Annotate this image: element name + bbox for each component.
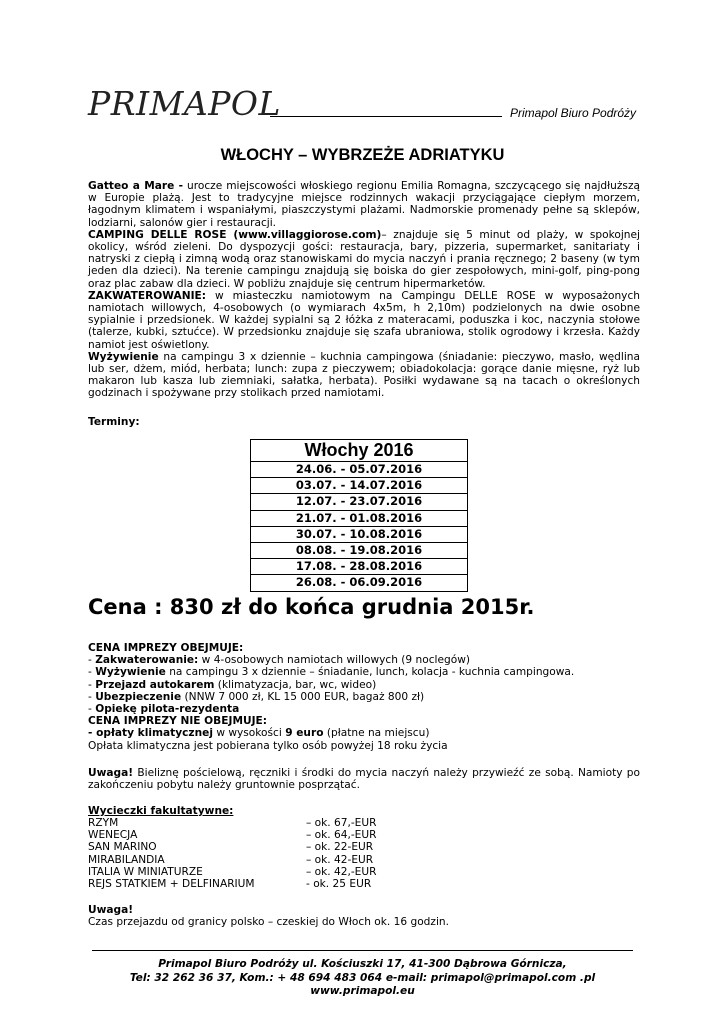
footer-contact: Tel: 32 262 36 37, Kom.: + 48 694 483 064 e-mail: primapol@primapol.com .pl xyxy=(129,971,596,984)
notice-text: Bieliznę pościelową, ręczniki i środki do mycia naczyń należy przywieźć ze sobą. Namioty po zakończeniu pobytu należy gruntownie posprzątać. xyxy=(88,767,640,792)
date-row: 12.07. - 23.07.2016 xyxy=(251,494,467,510)
footer-address: Primapol Biuro Podróży ul. Kościuszki 17, 41-300 Dąbrowa Górnicza, xyxy=(158,958,567,970)
lodging-label: ZAKWATEROWANIE: xyxy=(88,289,206,302)
notice2-label: Uwaga! xyxy=(88,904,134,916)
list-item: SAN MARINO – ok. 22-EUR xyxy=(88,841,374,854)
includes-heading: CENA IMPREZY OBEJMUJE: xyxy=(88,642,244,654)
list-item: ITALIA W MINIATURZE – ok. 42,-EUR xyxy=(88,865,377,878)
notice2-text: Czas przejazdu od granicy polsko – czeskiej do Włoch ok. 16 godzin. xyxy=(88,916,449,929)
include-text: (klimatyzacja, bar, wc, wideo) xyxy=(214,678,377,691)
excursions-heading: Wycieczki fakultatywne: xyxy=(88,805,234,817)
page-title: WŁOCHY – WYBRZEŻE ADRIATYKU xyxy=(220,146,505,164)
climate-fee-amount: 9 euro xyxy=(285,727,324,740)
notice-paragraph xyxy=(88,767,640,791)
price-heading: Cena : 830 zł do końca grudnia 2015r. xyxy=(88,595,535,619)
excludes-heading: CENA IMPREZY NIE OBEJMUJE: xyxy=(88,715,267,728)
footer-divider xyxy=(92,950,633,951)
climate-fee-label: - opłaty klimatycznej xyxy=(88,727,213,740)
include-label: Zakwaterowanie: xyxy=(95,654,199,667)
excursions-list xyxy=(88,817,418,890)
price-includes: CENA IMPREZY OBEJMUJE: - Zakwaterowanie: w 4-osobowych namiotach willowych (9 noclegów) - Wyżywienie na campingu 3 x dziennie – śniadanie, lunch, kolacja - kuchnia campingowa. - Przejazd autokarem (klimatyzacja, bar, wc, wideo) - Ubezpieczenie (NNW 7 000 zł, KL 15 000 EUR, bagaż 800 zł) - Opiekę pilota-rezydenta CENA IMPREZY NIE OBEJMUJE: - opłaty klimatycznej w wysokości 9 euro (płatne na miejscu) Opłata klimatyczna jest pobierana tylko osób powyżej 18 roku życia xyxy=(88,642,575,752)
include-label: Opiekę pilota-rezydenta xyxy=(95,703,240,716)
include-label: Ubezpieczenie xyxy=(95,690,182,703)
date-row: 21.07. - 01.08.2016 xyxy=(251,511,467,527)
lodging-description: w miasteczku namiotowym na Campingu DELLE ROSE w wyposażonych namiotach willowych, 4-osobowych (o wymiarach 4x5m, h 2,10m) podzielonych na dwie osobne sypialnie i przedsionek. W każdej sypialni są 2 łóżka z materacami, poduszka i koc, naczynia stołowe (talerze, kubki, sztućce). W przedsionku znajduje się szafa ubraniowa, stolik ogrodowy i krzesła. Każdy namiot jest oświetlony. xyxy=(88,289,640,351)
list-item: WENECJA – ok. 64,-EUR xyxy=(88,829,377,842)
food-description: na campingu 3 x dziennie – kuchnia campingowa (śniadanie: pieczywo, masło, wędlina lub ser, dżem, miód, herbata; lunch: zupa z pieczywem; obiadokolacja: gorące danie mięsne, ryż lub makaron lub kasza lub ziemniaki, sałatka, herbata). Posiłki wydawane są na tacach o określonych godzinach i spożywane przy stolikach przed namiotami. xyxy=(88,350,640,400)
list-item: RZYM – ok. 67,-EUR xyxy=(88,817,377,829)
date-row: 30.07. - 10.08.2016 xyxy=(251,527,467,543)
date-row: 24.06. - 05.07.2016 xyxy=(251,462,467,478)
food-label: Wyżywienie xyxy=(88,350,159,363)
list-item: MIRABILANDIA – ok. 42-EUR xyxy=(88,853,374,866)
dates-table xyxy=(250,439,468,592)
dates-table-header: Włochy 2016 xyxy=(251,440,467,462)
date-row: 08.08. - 19.08.2016 xyxy=(251,543,467,559)
date-row: 17.08. - 28.08.2016 xyxy=(251,559,467,575)
camping-name: CAMPING DELLE ROSE (www.villaggiorose.com) xyxy=(88,228,382,241)
footer xyxy=(0,958,725,999)
footer-website[interactable]: www.primapol.eu xyxy=(310,985,415,998)
include-label: Wyżywienie xyxy=(95,666,166,679)
header-divider xyxy=(270,116,502,117)
travel-time-notice xyxy=(88,904,640,928)
place-name: Gatteo a Mare - xyxy=(88,180,184,192)
company-logo: PRIMAPOL xyxy=(88,84,281,123)
notice-label: Uwaga! xyxy=(88,767,134,779)
date-row: 03.07. - 14.07.2016 xyxy=(251,478,467,494)
terms-label: Terminy: xyxy=(88,416,140,428)
date-row: 26.08. - 06.09.2016 xyxy=(295,575,423,590)
include-label: Przejazd autokarem xyxy=(95,678,215,691)
camping-description: – znajduje się 5 minut od plaży, w spokojnej okolicy, wśród zieleni. Do dyspozycji gości: restauracja, bary, pizzeria, supermarket, sanitariaty i natryski z ciepłą i zimną wodą oraz stanowiskami do mycia naczyń i prania ręcznego; 2 baseny (w tym jeden dla dzieci). Na terenie campingu znajdują się boiska do gier zespołowych, mini-golf, ping-pong oraz plac zabaw dla dzieci. W pobliżu znajduje się centrum hipermarketów. xyxy=(88,228,640,290)
climate-fee-note: Opłata klimatyczna jest pobierana tylko osób powyżej 18 roku życia xyxy=(88,739,448,752)
include-text: na campingu 3 x dziennie – śniadanie, lunch, kolacja - kuchnia campingowa. xyxy=(165,666,575,679)
include-text: (NNW 7 000 zł, KL 15 000 EUR, bagaż 800 zł) xyxy=(181,690,425,703)
header-tagline: Primapol Biuro Podróży xyxy=(510,106,637,120)
place-description: urocze miejscowości włoskiego regionu Emilia Romagna, szczycącego się najdłuższą w Europie plażą. Jest to tradycyjne miejsce rodzinnych wakacji przyciągające ciepłym morzem, łagodnym klimatem i wspaniałymi, piaszczystymi plażami. Nadmorskie promenady pełne są sklepów, lodziarni, salonów gier i restauracji. xyxy=(88,180,640,229)
include-text: w 4-osobowych namiotach willowych (9 noclegów) xyxy=(198,654,471,667)
intro-paragraph xyxy=(88,180,640,400)
list-item: REJS STATKIEM + DELFINARIUM - ok. 25 EUR xyxy=(88,877,372,890)
